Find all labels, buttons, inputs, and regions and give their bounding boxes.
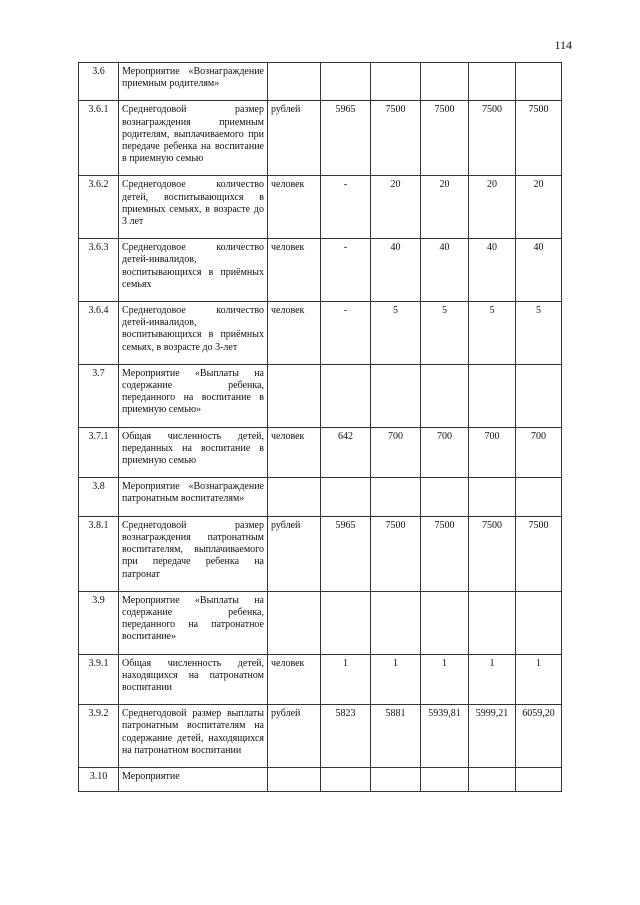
- row-value-1: -: [321, 302, 371, 365]
- table-row: [79, 767, 562, 791]
- table-body: [79, 63, 562, 792]
- row-value-1: [321, 767, 371, 791]
- row-value-5: [516, 364, 562, 427]
- row-value-5: 1: [516, 654, 562, 705]
- row-number: 3.7.1: [79, 427, 119, 478]
- row-value-1: 5965: [321, 101, 371, 176]
- row-value-1: [321, 591, 371, 654]
- row-unit: человек: [268, 239, 321, 302]
- row-value-2: 40: [371, 239, 421, 302]
- row-value-5: 6059,20: [516, 705, 562, 768]
- row-unit: [268, 364, 321, 427]
- row-unit: человек: [268, 176, 321, 239]
- row-unit: человек: [268, 427, 321, 478]
- row-number: 3.6.2: [79, 176, 119, 239]
- table-row: [79, 591, 562, 654]
- row-value-1: [321, 63, 371, 101]
- table-row: [79, 176, 562, 239]
- row-unit: [268, 478, 321, 516]
- row-value-5: [516, 591, 562, 654]
- row-description: Общая численность детей, находящихся на патронатном воспитании: [119, 654, 268, 705]
- row-unit: [268, 591, 321, 654]
- row-value-5: 7500: [516, 516, 562, 591]
- row-value-4: [469, 591, 516, 654]
- row-unit: [268, 767, 321, 791]
- row-value-5: [516, 63, 562, 101]
- row-description: Мероприятие «Выплаты на содержание ребенка, переданного на воспитание в приемную семью»: [119, 364, 268, 427]
- row-value-5: [516, 478, 562, 516]
- row-value-1: -: [321, 239, 371, 302]
- row-description: Среднегодовой размер вознаграждения патронатным воспитателям, выплачиваемого при передаче ребенка на патронат: [119, 516, 268, 591]
- row-value-4: 7500: [469, 101, 516, 176]
- row-value-2: 700: [371, 427, 421, 478]
- row-value-1: -: [321, 176, 371, 239]
- row-value-3: 5939,81: [421, 705, 469, 768]
- table-row: [79, 63, 562, 101]
- row-number: 3.6: [79, 63, 119, 101]
- table-row: [79, 478, 562, 516]
- row-value-2: [371, 591, 421, 654]
- table-row: [79, 654, 562, 705]
- row-unit: человек: [268, 654, 321, 705]
- row-value-5: 40: [516, 239, 562, 302]
- row-unit: рублей: [268, 705, 321, 768]
- row-value-4: 7500: [469, 516, 516, 591]
- row-value-4: 5999,21: [469, 705, 516, 768]
- row-description: Среднегодовой размер выплаты патронатным воспитателям на содержание детей, находящихся на патронатном воспитании: [119, 705, 268, 768]
- row-description: Среднегодовое количество детей, воспитывающихся в приемных семьях, в возрасте до 3 лет: [119, 176, 268, 239]
- row-value-3: 700: [421, 427, 469, 478]
- row-description: Мероприятие «Вознаграждение патронатным воспитателям»: [119, 478, 268, 516]
- row-unit: рублей: [268, 101, 321, 176]
- row-number: 3.9.1: [79, 654, 119, 705]
- row-value-4: [469, 478, 516, 516]
- row-value-3: 7500: [421, 101, 469, 176]
- row-value-4: 40: [469, 239, 516, 302]
- row-unit: рублей: [268, 516, 321, 591]
- row-value-3: [421, 364, 469, 427]
- row-value-3: 5: [421, 302, 469, 365]
- row-value-5: 7500: [516, 101, 562, 176]
- row-value-5: 700: [516, 427, 562, 478]
- row-value-3: 1: [421, 654, 469, 705]
- row-number: 3.6.1: [79, 101, 119, 176]
- row-value-1: [321, 364, 371, 427]
- row-value-4: [469, 364, 516, 427]
- table-row: [79, 516, 562, 591]
- row-description: Мероприятие: [119, 767, 268, 791]
- row-value-1: 5823: [321, 705, 371, 768]
- row-number: 3.6.4: [79, 302, 119, 365]
- row-description: Мероприятие «Вознаграждение приемным родителям»: [119, 63, 268, 101]
- row-unit: [268, 63, 321, 101]
- row-number: 3.7: [79, 364, 119, 427]
- row-description: Общая численность детей, переданных на воспитание в приемную семью: [119, 427, 268, 478]
- row-value-5: [516, 767, 562, 791]
- row-value-2: 20: [371, 176, 421, 239]
- row-value-4: 20: [469, 176, 516, 239]
- row-value-4: [469, 767, 516, 791]
- table-row: [79, 364, 562, 427]
- row-value-3: [421, 478, 469, 516]
- row-value-2: [371, 63, 421, 101]
- row-value-1: [321, 478, 371, 516]
- row-number: 3.8.1: [79, 516, 119, 591]
- row-number: 3.9.2: [79, 705, 119, 768]
- row-number: 3.8: [79, 478, 119, 516]
- row-value-4: [469, 63, 516, 101]
- row-number: 3.6.3: [79, 239, 119, 302]
- row-value-4: 700: [469, 427, 516, 478]
- row-value-3: 20: [421, 176, 469, 239]
- row-description: Мероприятие «Выплаты на содержание ребенка, переданного на патронатное воспитание»: [119, 591, 268, 654]
- row-value-5: 20: [516, 176, 562, 239]
- row-value-2: 7500: [371, 516, 421, 591]
- row-value-4: 5: [469, 302, 516, 365]
- row-value-2: [371, 767, 421, 791]
- row-description: Среднегодовое количество детей-инвалидов, воспитывающихся в приёмных семьях: [119, 239, 268, 302]
- row-value-1: 642: [321, 427, 371, 478]
- row-number: 3.10: [79, 767, 119, 791]
- table-row: [79, 101, 562, 176]
- row-value-3: 7500: [421, 516, 469, 591]
- row-unit: человек: [268, 302, 321, 365]
- row-value-1: 5965: [321, 516, 371, 591]
- row-value-3: [421, 767, 469, 791]
- table-row: [79, 302, 562, 365]
- page-number: 114: [554, 38, 572, 52]
- row-value-2: [371, 364, 421, 427]
- table-row: [79, 705, 562, 768]
- row-value-3: [421, 63, 469, 101]
- row-value-5: 5: [516, 302, 562, 365]
- row-value-3: 40: [421, 239, 469, 302]
- table-row: [79, 239, 562, 302]
- row-value-2: [371, 478, 421, 516]
- row-value-2: 1: [371, 654, 421, 705]
- row-number: 3.9: [79, 591, 119, 654]
- row-value-3: [421, 591, 469, 654]
- row-value-2: 5: [371, 302, 421, 365]
- row-description: Среднегодовой размер вознаграждения приемным родителям, выплачиваемого при передаче ребенка на воспитание в приемную семью: [119, 101, 268, 176]
- row-value-1: 1: [321, 654, 371, 705]
- indicators-table: [78, 62, 562, 792]
- table-row: [79, 427, 562, 478]
- row-value-2: 5881: [371, 705, 421, 768]
- row-value-2: 7500: [371, 101, 421, 176]
- row-description: Среднегодовое количество детей-инвалидов, воспитывающихся в приёмных семьях, в возрасте до 3-лет: [119, 302, 268, 365]
- row-value-4: 1: [469, 654, 516, 705]
